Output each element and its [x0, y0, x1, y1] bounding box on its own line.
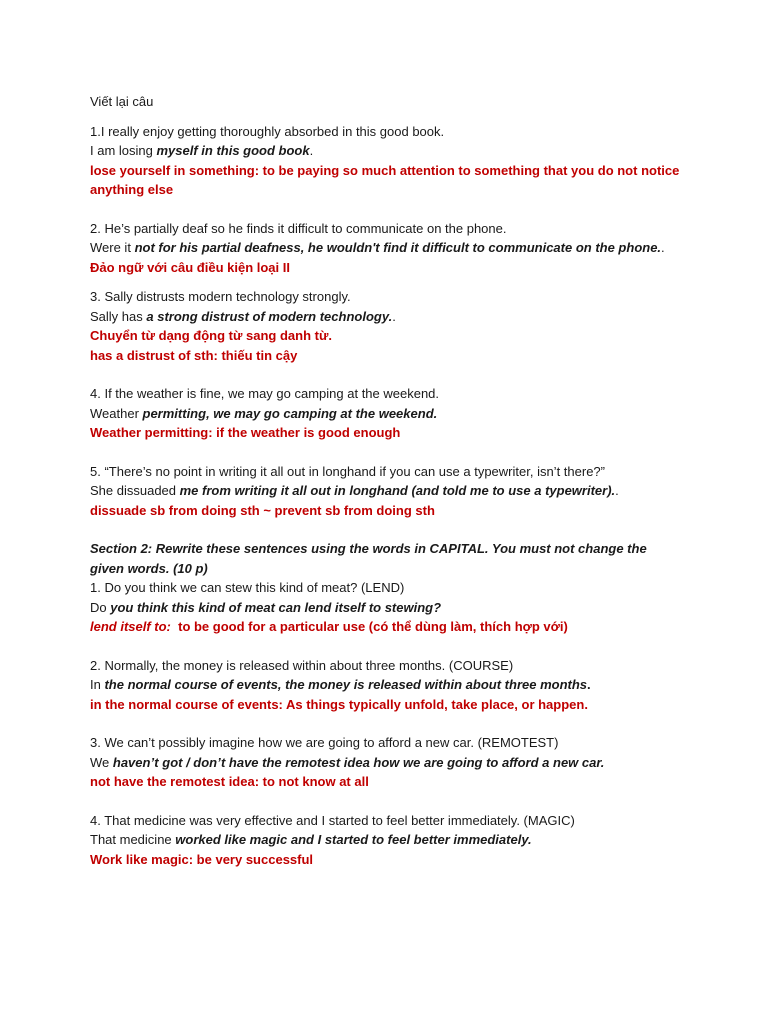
question-text: 3. We can’t possibly imagine how we are going to afford a new car. (REMOTEST)	[90, 735, 559, 750]
document-body	[90, 92, 680, 869]
exercise-item-2	[90, 219, 680, 278]
answer-bold: haven’t got / don’t have the remotest idea how we are going to afford a new car.	[112, 754, 605, 770]
answer-line	[90, 830, 680, 850]
answer-prefix: Sally has	[90, 308, 147, 324]
answer-suffix: .	[392, 308, 396, 324]
question-text: 4. That medicine was very effective and I started to feel better immediately. (MAGIC)	[90, 812, 575, 828]
exercise-item-1	[90, 122, 680, 200]
answer-bold: a strong distrust of modern technology.	[146, 308, 393, 324]
answer-prefix: Were it	[90, 240, 135, 255]
answer-prefix: I am losing	[90, 143, 157, 158]
note-text: not have the remotest idea: to not know at all	[90, 774, 369, 789]
answer-prefix: Do	[90, 599, 111, 615]
section2-item-2	[90, 656, 680, 715]
section2-item-4	[90, 811, 680, 870]
answer-suffix: .	[587, 677, 591, 692]
question-text: 5. “There’s no point in writing it all out in longhand if you can use a typewriter, isn’t there?”	[90, 463, 605, 479]
note-text: has a distrust of sth: thiếu tin cậy	[90, 347, 298, 363]
answer-suffix: .	[661, 240, 665, 255]
answer-prefix: She dissuaded	[90, 483, 180, 498]
answer-bold: worked like magic and I started to feel better immediately.	[175, 832, 532, 847]
note-text: dissuade sb from doing sth ~ prevent sb from doing sth	[90, 502, 435, 518]
answer-line	[90, 598, 680, 618]
question-text: 1.I really enjoy getting thoroughly absorbed in this good book.	[90, 123, 445, 139]
answer-bold: permitting, we may go camping at the weekend.	[142, 405, 438, 421]
answer-prefix: Weather	[90, 405, 143, 421]
section2-item-3	[90, 733, 680, 792]
answer-line	[90, 481, 680, 501]
question-text: 2. Normally, the money is released within about three months. (COURSE)	[90, 657, 514, 673]
section-heading: Section 2: Rewrite these sentences using the words in CAPITAL. You must not change the given words. (10 p)	[90, 541, 647, 576]
question-text: 1. Do you think we can stew this kind of meat? (LEND)	[90, 580, 405, 595]
answer-prefix: We	[90, 754, 113, 770]
answer-prefix: In	[90, 677, 105, 692]
question-text: 4. If the weather is fine, we may go camping at the weekend.	[90, 386, 440, 401]
answer-bold: myself in this good book	[156, 143, 310, 158]
exercise-item-5	[90, 462, 680, 521]
answer-line	[90, 404, 680, 424]
note-text: Work like magic: be very successful	[90, 851, 314, 867]
note-definition: to be good for a particular use (có thể dùng làm, thích hợp với)	[170, 619, 568, 634]
answer-line	[90, 753, 680, 773]
answer-suffix: .	[309, 143, 314, 158]
answer-bold: me from writing it all out in longhand (and told me to use a typewriter).	[179, 483, 616, 498]
answer-prefix: That medicine	[90, 832, 176, 847]
note-text: Đảo ngữ với câu điều kiện loại II	[90, 259, 290, 275]
page-title: Viết lại câu	[90, 94, 154, 109]
question-text: 2. He’s partially deaf so he finds it difficult to communicate on the phone.	[90, 220, 507, 236]
note-text: Chuyển từ dạng động từ sang danh từ.	[90, 328, 333, 343]
exercise-item-4	[90, 384, 680, 443]
answer-bold: the normal course of events, the money is released within about three months	[104, 677, 588, 692]
note-line	[90, 617, 680, 637]
answer-suffix: .	[615, 483, 619, 498]
answer-line	[90, 307, 680, 327]
answer-bold: not for his partial deafness, he wouldn't find it difficult to communicate on the phone.	[134, 240, 662, 255]
question-text: 3. Sally distrusts modern technology strongly.	[90, 289, 351, 304]
note-term: lend itself to:	[90, 619, 171, 634]
answer-line	[90, 141, 680, 161]
answer-line	[90, 238, 680, 258]
note-text: lose yourself in something: to be paying so much attention to something that you do not notice anything else	[90, 162, 680, 197]
section2-item-1	[90, 578, 680, 637]
note-text: in the normal course of events: As things typically unfold, take place, or happen.	[90, 696, 588, 712]
note-text: Weather permitting: if the weather is good enough	[90, 425, 401, 440]
exercise-item-3	[90, 287, 680, 365]
answer-bold: you think this kind of meat can lend itself to stewing?	[110, 599, 442, 615]
answer-line	[90, 675, 680, 695]
